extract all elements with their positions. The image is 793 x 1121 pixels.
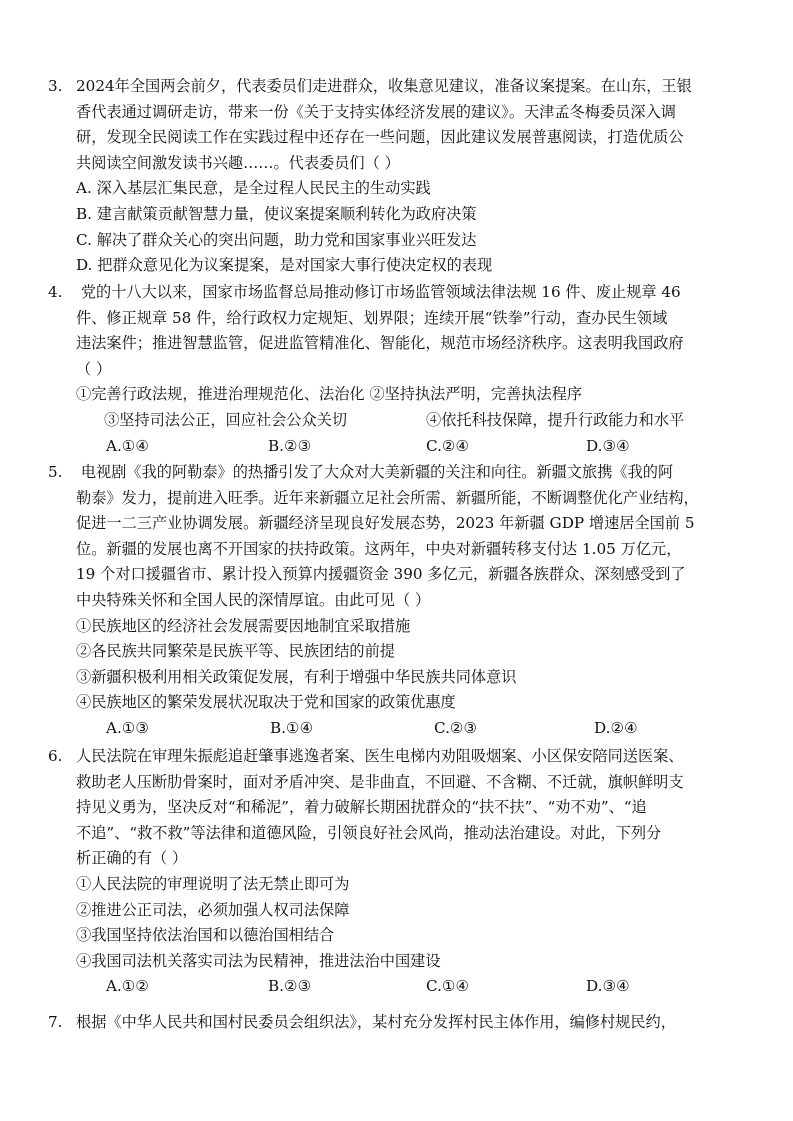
- statement-4: ④民族地区的繁荣发展状况取决于党和国家的政策优惠度: [76, 693, 456, 712]
- statement-4: ④我国司法机关落实司法为民精神，推进法治中国建设: [76, 951, 441, 970]
- question-text: 共阅读空间激发读书兴趣……。代表委员们（ ）: [76, 153, 400, 172]
- question-text: 香代表通过调研走访，带来一份《关于支持实体经济发展的建议》。天津孟冬梅委员深入调: [76, 102, 676, 121]
- choice-b: B.②③: [268, 977, 312, 996]
- question-text: 件、修正规章 58 件，给行政权力定规矩、划界限；连续开展“铁拳”行动，查办民生领域: [76, 308, 668, 327]
- statement-row: [48, 408, 738, 434]
- choice-c: C.②③: [434, 718, 478, 737]
- choice-a: A.①③: [106, 718, 150, 737]
- option-b: B. 建言献策贡献智慧力量，使议案提案顺利转化为政府决策: [76, 204, 477, 223]
- question-7: [48, 1010, 738, 1036]
- statement-4: ④依托科技保障，提升行政能力和水平: [426, 410, 685, 429]
- question-4: [48, 280, 738, 459]
- question-6: [48, 744, 738, 1000]
- question-number: 3.: [48, 77, 63, 95]
- question-text: 违法案件；推进智慧监管，促进监管精准化、智能化，规范市场经济秩序。这表明我国政府: [76, 334, 684, 353]
- choice-d: D.②④: [594, 718, 638, 737]
- question-number: 7.: [48, 1013, 63, 1031]
- question-text: 根据《中华人民共和国村民委员会组织法》，某村充分发挥村民主体作用，编修村规民约，: [76, 1013, 676, 1031]
- question-text: 位。新疆的发展也离不开国家的扶持政策。这两年，中央对新疆转移支付达 1.05 万亿元，: [76, 539, 682, 558]
- question-text: 党的十八大以来，国家市场监督总局推动修订市场监管领域法律法规 16 件、废止规章 46: [76, 283, 681, 301]
- statement-1: ①民族地区的经济社会发展需要因地制宜采取措施: [76, 616, 411, 635]
- question-text: 研，发现全民阅读工作在实践过程中还存在一些问题，因此建议发展普惠阅读，打造优质公: [76, 128, 684, 147]
- choice-c: C.①④: [426, 977, 470, 996]
- choice-b: B.①④: [270, 718, 314, 737]
- choices-row: [48, 716, 738, 742]
- question-text: （ ）: [76, 359, 112, 378]
- statement-3: ③我国坚持依法治国和以德治国相结合: [76, 926, 335, 945]
- option-a: A. 深入基层汇集民意，是全过程人民民主的生动实践: [76, 179, 431, 198]
- question-number: 5.: [48, 463, 63, 481]
- question-text: 中央特殊关怀和全国人民的深情厚谊。由此可见（ ）: [76, 590, 431, 609]
- statement-3: ③坚持司法公正，回应社会公众关切: [104, 410, 347, 429]
- statement-2: ②各民族共同繁荣是民族平等、民族团结的前提: [76, 642, 395, 661]
- question-text: 救助老人压断肋骨案时，面对矛盾冲突、是非曲直，不回避、不含糊、不迁就，旗帜鲜明支: [76, 772, 684, 791]
- statement-3: ③新疆积极利用相关政策促发展，有利于增强中华民族共同体意识: [76, 667, 517, 686]
- question-text: 勒泰》发力，提前进入旺季。近年来新疆立足社会所需、新疆所能，不断调整优化产业结构，: [76, 488, 699, 507]
- question-text: 持见义勇为，坚决反对“和稀泥”，着力破解长期困扰群众的“扶不扶”、“劝不劝”、“追: [76, 798, 647, 817]
- option-c: C. 解决了群众关心的突出问题，助力党和国家事业兴旺发达: [76, 230, 477, 249]
- statement-1: ①人民法院的审理说明了法无禁止即可为: [76, 874, 350, 893]
- question-5: [48, 460, 738, 742]
- choice-b: B.②③: [268, 436, 312, 455]
- choice-a: A.①②: [106, 977, 150, 996]
- choice-a: A.①④: [106, 436, 150, 455]
- choice-d: D.③④: [586, 977, 630, 996]
- question-text: 电视剧《我的阿勒泰》的热播引发了大众对大美新疆的关注和向往。新疆文旅携《我的阿: [76, 463, 674, 481]
- statement-2: ②推进公正司法，必须加强人权司法保障: [76, 900, 350, 919]
- choices-row: [48, 434, 738, 460]
- option-d: D. 把群众意见化为议案提案，是对国家大事行使决定权的表现: [76, 256, 493, 275]
- choice-d: D.③④: [586, 436, 630, 455]
- question-text: 促进一二三产业协调发展。新疆经济呈现良好发展态势，2023 年新疆 GDP 增速居全国前 5: [76, 514, 695, 533]
- question-text: 人民法院在审理朱振彪追赶肇事逃逸者案、医生电梯内劝阻吸烟案、小区保安陪同送医案、: [76, 747, 684, 765]
- choices-row: [48, 974, 738, 1000]
- question-text: 析正确的有（ ）: [76, 849, 188, 868]
- question-number: 6.: [48, 747, 63, 765]
- question-text: 19 个对口援疆省市、累计投入预算内援疆资金 390 多亿元，新疆各族群众、深刻感受到了: [76, 565, 686, 584]
- question-number: 4.: [48, 283, 63, 301]
- statement-1-2: ①完善行政法规，推进治理规范化、法治化 ②坚持执法严明，完善执法程序: [76, 385, 583, 404]
- choice-c: C.②④: [426, 436, 470, 455]
- question-3: [48, 74, 738, 279]
- question-text: 2024年全国两会前夕，代表委员们走进群众，收集意见建议，准备议案提案。在山东，王银: [76, 77, 692, 95]
- question-text: 不追”、“救不救”等法律和道德风险，引领良好社会风尚，推动法治建设。对此，下列分: [76, 823, 662, 842]
